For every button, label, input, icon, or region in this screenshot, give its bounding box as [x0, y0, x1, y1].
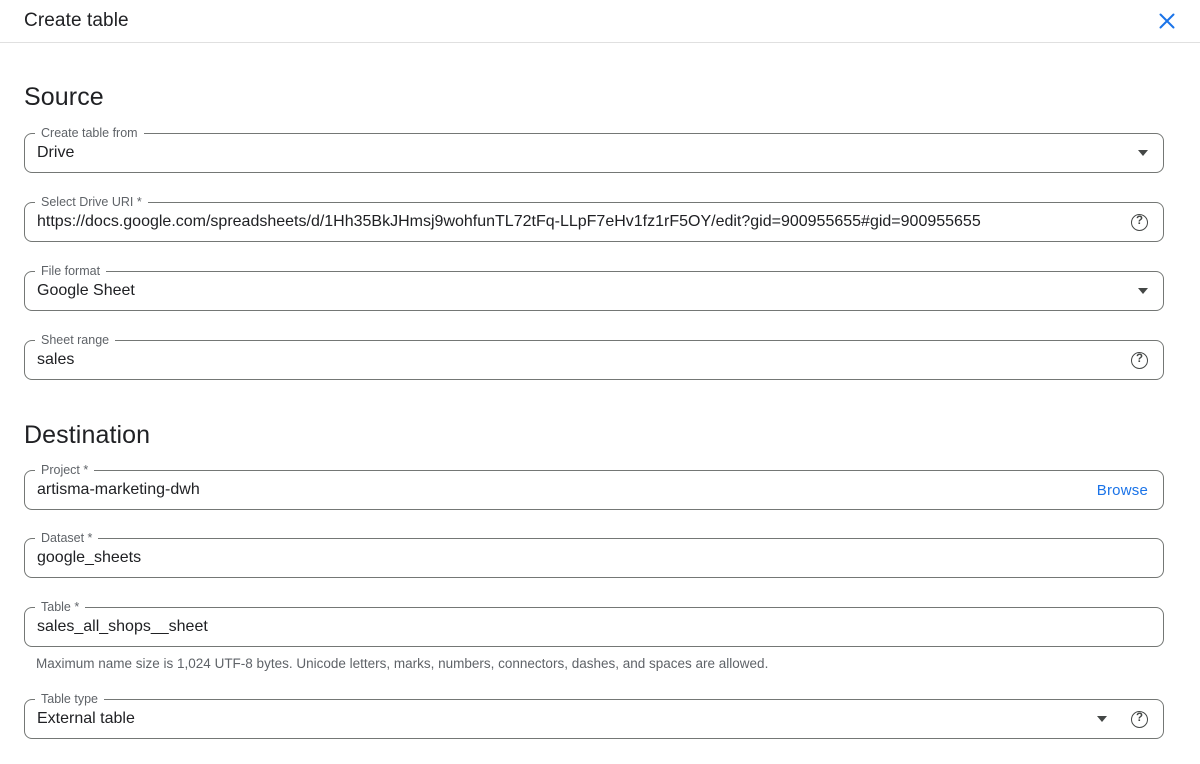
table-name-label: Table *	[35, 599, 85, 616]
create-table-form	[0, 83, 1200, 739]
help-icon[interactable]: ?	[1131, 711, 1148, 728]
sheet-range-input[interactable]	[37, 351, 1114, 369]
create-table-from-label: Create table from	[35, 125, 144, 142]
close-button[interactable]	[1156, 10, 1178, 32]
project-field	[24, 463, 1164, 510]
project-input[interactable]	[37, 481, 1097, 499]
dataset-input[interactable]	[37, 549, 1148, 567]
chevron-down-icon[interactable]	[1138, 150, 1148, 156]
source-section-heading: Source	[24, 83, 104, 111]
sheet-range-field	[24, 333, 1164, 380]
page-title: Create table	[24, 10, 129, 31]
file-format-value: Google Sheet	[37, 282, 135, 299]
help-icon[interactable]: ?	[1131, 214, 1148, 231]
browse-button[interactable]: Browse	[1096, 481, 1148, 499]
file-format-select[interactable]	[24, 264, 1164, 311]
table-name-helper-text: Maximum name size is 1,024 UTF-8 bytes. Unicode letters, marks, numbers, connectors, dashes, and spaces are allowed.	[36, 656, 769, 671]
chevron-down-icon[interactable]	[1138, 288, 1148, 294]
dataset-field	[24, 531, 1164, 578]
file-format-label: File format	[35, 263, 106, 280]
table-type-label: Table type	[35, 691, 104, 708]
table-type-select[interactable]	[24, 692, 1164, 739]
dataset-label: Dataset *	[35, 530, 98, 547]
create-table-from-value: Drive	[37, 144, 75, 161]
drive-uri-field	[24, 195, 1164, 242]
drive-uri-input[interactable]	[37, 213, 1114, 231]
table-name-input[interactable]	[37, 618, 1148, 636]
dialog-header	[0, 0, 1200, 43]
help-icon[interactable]: ?	[1131, 352, 1148, 369]
project-label: Project *	[35, 462, 94, 479]
drive-uri-label: Select Drive URI *	[35, 194, 148, 211]
table-name-field	[24, 600, 1164, 647]
table-type-value: External table	[37, 710, 135, 727]
close-icon	[1158, 12, 1176, 30]
create-table-from-select[interactable]	[24, 126, 1164, 173]
sheet-range-label: Sheet range	[35, 332, 115, 349]
chevron-down-icon[interactable]	[1097, 716, 1107, 722]
destination-section-heading: Destination	[24, 421, 151, 449]
